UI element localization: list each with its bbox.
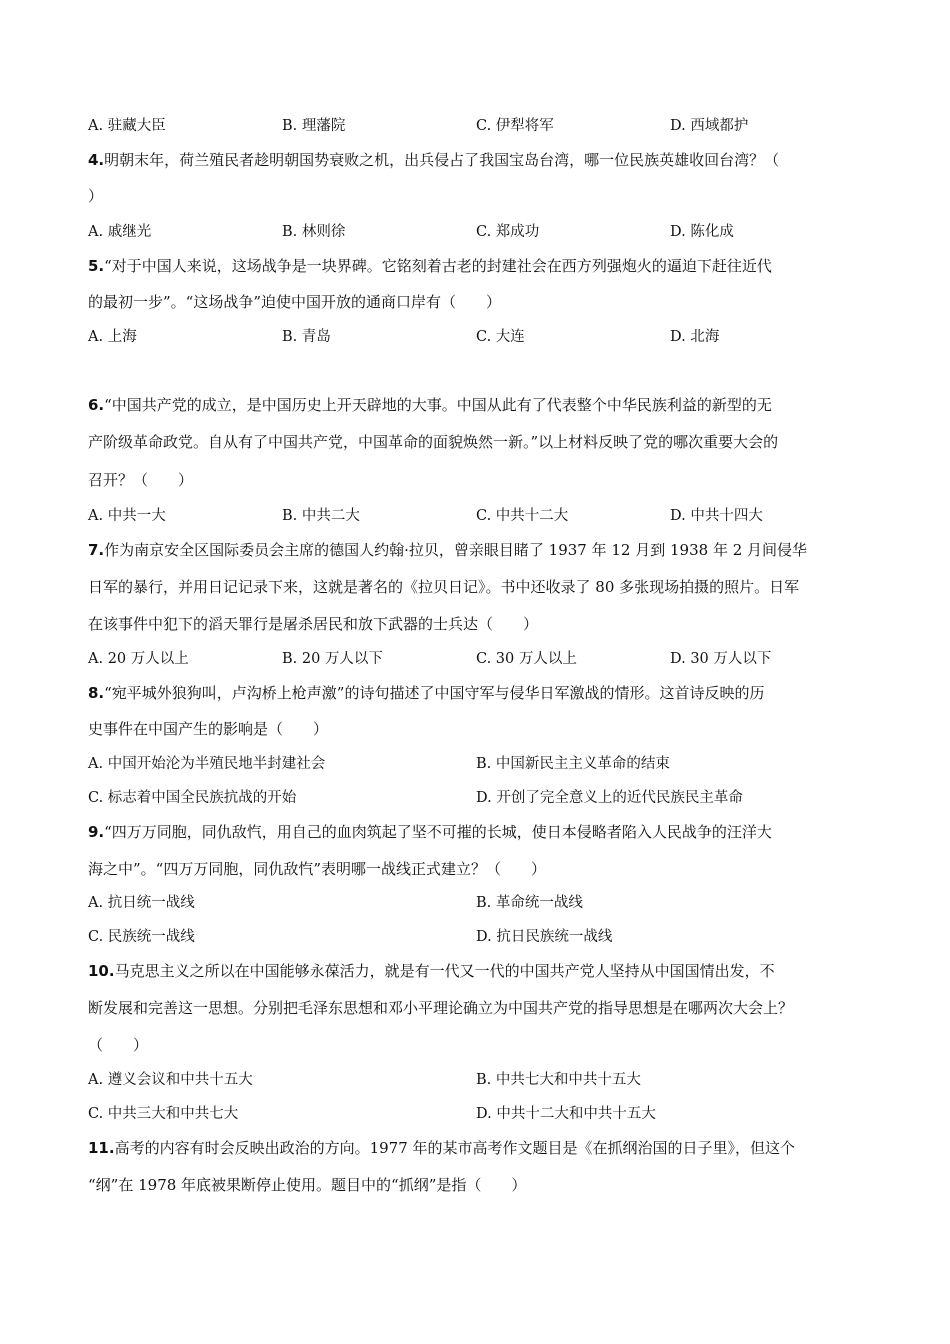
q10-option-b: B. 中共七大和中共十五大: [476, 1072, 641, 1088]
q10-option-c: C. 中共三大和中共七大: [88, 1106, 239, 1122]
q6-option-c: C. 中共十二大: [476, 508, 569, 524]
q9-option-a: A. 抗日统一战线: [88, 895, 195, 911]
q6-option-b: B. 中共二大: [282, 508, 360, 524]
q6-stem-line3: 召开？（ ）: [88, 471, 194, 489]
q3-option-d: D. 西域都护: [670, 118, 749, 134]
q7-number: 7.: [88, 541, 105, 559]
q10-stem-line1: [88, 961, 775, 981]
q11-stem-line1: [88, 1138, 795, 1158]
q3-option-a: A. 驻藏大臣: [88, 118, 166, 134]
q7-text-1: 作为南京安全区国际委员会主席的德国人约翰·拉贝，曾亲眼目睹了 1937 年 12 月到 1938 年 2 月间侵华: [104, 541, 808, 559]
q6-stem-line2: 产阶级革命政党。自从有了中国共产党，中国革命的面貌焕然一新。”以上材料反映了党的哪次重要大会的: [88, 433, 779, 451]
q11-number: 11.: [88, 1139, 115, 1157]
q9-option-d: D. 抗日民族统一战线: [476, 929, 613, 945]
q7-stem-line2: 日军的暴行，并用日记记录下来，这就是著名的《拉贝日记》。书中还收录了 80 多张现场拍摄的照片。日军: [88, 578, 800, 596]
q8-option-a: A. 中国开始沦为半殖民地半封建社会: [88, 756, 326, 772]
q11-text-1: 高考的内容有时会反映出政治的方向。1977 年的某市高考作文题目是《在抓纲治国的日子里》，但这个: [114, 1139, 796, 1157]
q7-option-b: B. 20 万人以下: [282, 651, 383, 667]
q5-option-b: B. 青岛: [282, 329, 331, 345]
q5-stem-line1: [88, 256, 772, 276]
q8-text-1: “宛平城外狼狗叫，卢沟桥上枪声激”的诗句描述了中国守军与侵华日军激战的情形。这首诗反映的历: [104, 684, 765, 702]
q8-option-b: B. 中国新民主主义革命的结束: [476, 756, 670, 772]
q7-option-d: D. 30 万人以下: [670, 651, 772, 667]
q9-text-1: “四万万同胞，同仇敌忾，用自己的血肉筑起了坚不可摧的长城，使日本侵略者陷入人民战争的汪洋大: [104, 823, 772, 841]
q6-text-1: “中国共产党的成立，是中国历史上开天辟地的大事。中国从此有了代表整个中华民族利益的新型的无: [104, 396, 772, 414]
q8-option-d: D. 开创了完全意义上的近代民族民主革命: [476, 790, 743, 806]
q8-stem-line1: [88, 683, 764, 703]
q4-stem-line2: ）: [88, 187, 104, 205]
q10-option-a: A. 遵义会议和中共十五大: [88, 1072, 253, 1088]
q5-stem-line2: 的最初一步”。“这场战争”迫使中国开放的通商口岸有（ ）: [88, 293, 502, 311]
q6-option-d: D. 中共十四大: [670, 508, 763, 524]
q10-text-1: 马克思主义之所以在中国能够永葆活力，就是有一代又一代的中国共产党人坚持从中国国情出发，不: [114, 962, 775, 980]
q4-option-a: A. 戚继光: [88, 224, 152, 240]
q9-number: 9.: [88, 823, 105, 841]
q4-number: 4.: [88, 151, 105, 169]
q4-option-b: B. 林则徐: [282, 224, 346, 240]
q6-option-a: A. 中共一大: [88, 508, 166, 524]
q3-option-c: C. 伊犁将军: [476, 118, 554, 134]
q4-option-d: D. 陈化成: [670, 224, 734, 240]
q8-stem-line2: 史事件在中国产生的影响是（ ）: [88, 720, 329, 738]
q10-stem-line2: 断发展和完善这一思想。分别把毛泽东思想和邓小平理论确立为中国共产党的指导思想是在哪两次大会上？: [88, 999, 794, 1017]
q7-option-a: A. 20 万人以上: [88, 651, 189, 667]
q6-number: 6.: [88, 396, 105, 414]
q4-text-1: 明朝末年，荷兰殖民者趁明朝国势衰败之机，出兵侵占了我国宝岛台湾，哪一位民族英雄收回台湾？（: [104, 151, 780, 169]
q10-option-d: D. 中共十二大和中共十五大: [476, 1106, 656, 1122]
q8-number: 8.: [88, 684, 105, 702]
q7-stem-line1: [88, 540, 807, 560]
q8-option-c: C. 标志着中国全民族抗战的开始: [88, 790, 297, 806]
q9-option-c: C. 民族统一战线: [88, 929, 195, 945]
q9-stem-line2: 海之中”。“四万万同胞，同仇敌忾”表明哪一战线正式建立？（ ）: [88, 860, 547, 878]
q5-number: 5.: [88, 257, 105, 275]
q5-option-c: C. 大连: [476, 329, 525, 345]
q6-stem-line1: [88, 395, 772, 415]
q7-stem-line3: 在该事件中犯下的滔天罪行是屠杀居民和放下武器的士兵达（ ）: [88, 615, 539, 633]
q10-stem-line3: （ ）: [88, 1036, 149, 1054]
q9-stem-line1: [88, 822, 772, 842]
q5-option-d: D. 北海: [670, 329, 720, 345]
q10-number: 10.: [88, 962, 115, 980]
q9-option-b: B. 革命统一战线: [476, 895, 583, 911]
q3-option-b: B. 理藩院: [282, 118, 346, 134]
q11-stem-line2: “纲”在 1978 年底被果断停止使用。题目中的“抓纲”是指（ ）: [88, 1176, 527, 1194]
q4-option-c: C. 郑成功: [476, 224, 540, 240]
q5-option-a: A. 上海: [88, 329, 137, 345]
q5-text-1: “对于中国人来说，这场战争是一块界碑。它铭刻着古老的封建社会在西方列强炮火的逼迫下赶往近代: [104, 257, 772, 275]
q4-stem-line1: [88, 150, 779, 170]
q7-option-c: C. 30 万人以上: [476, 651, 577, 667]
